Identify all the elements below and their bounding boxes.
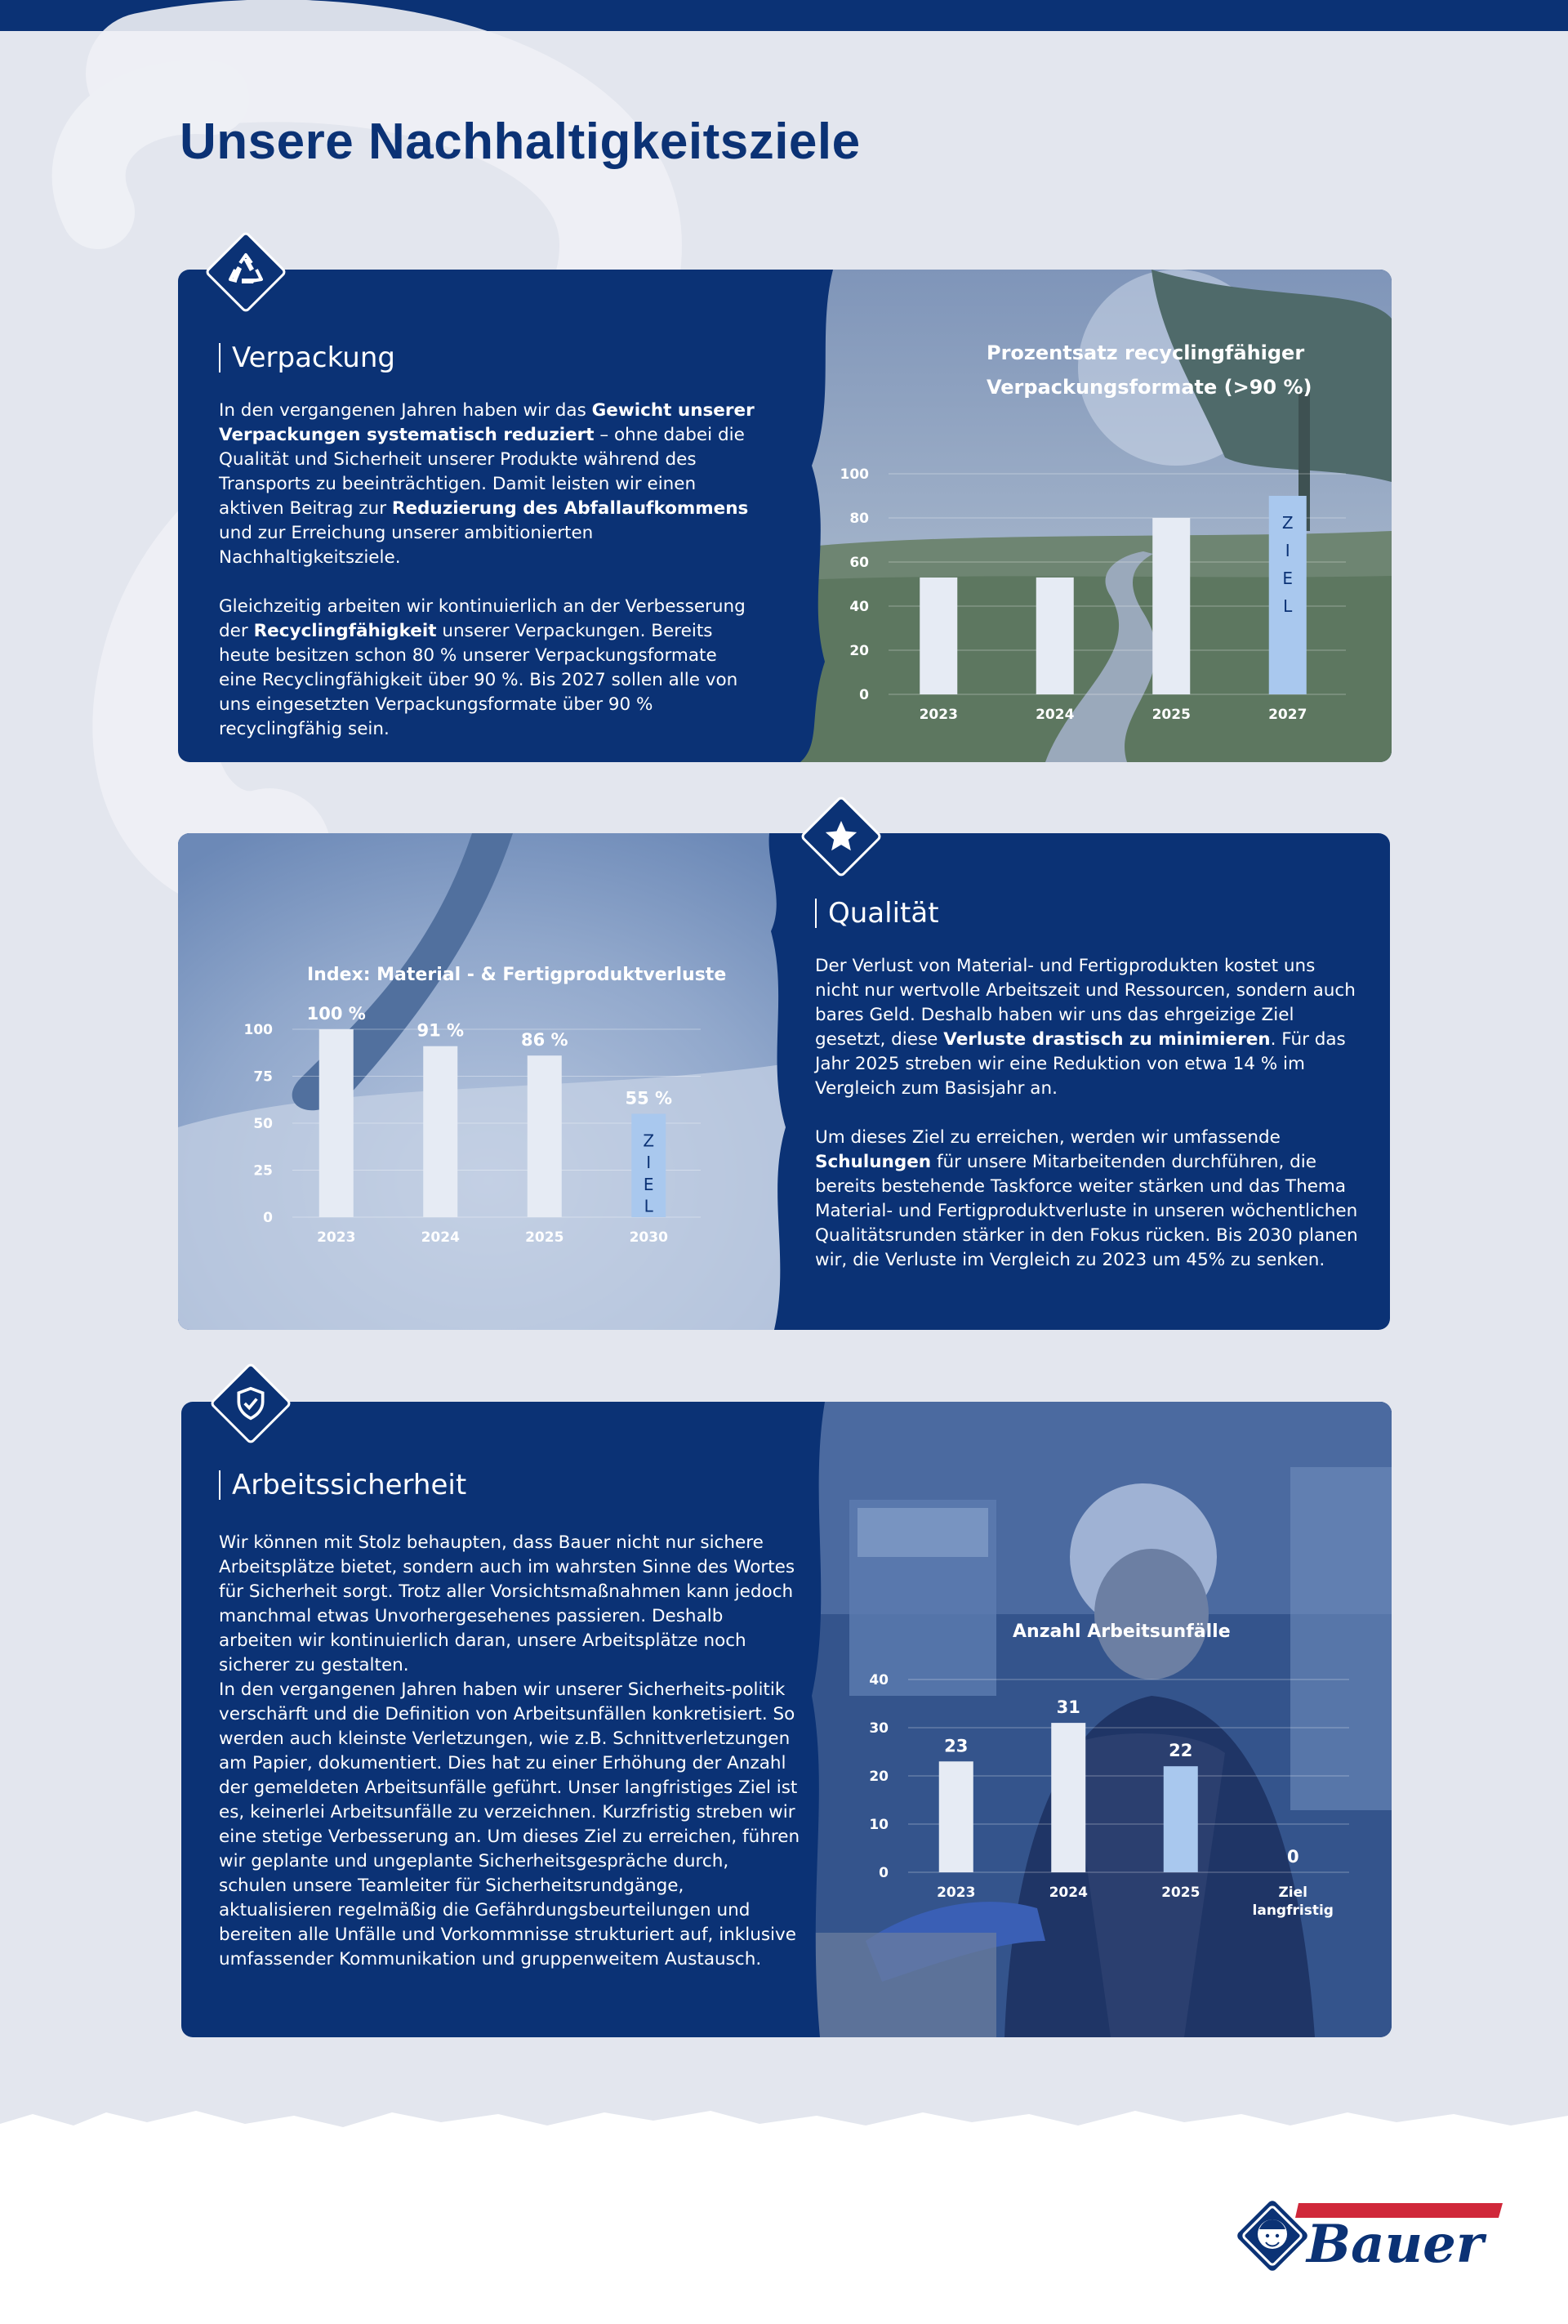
text-run: Wir können mit Stolz behaupten, dass Bauer nicht nur sichere Arbeitsplätze bietet, sondern auch im wahrsten Sinne des Wortes für Sicherheit sorgt. Trotz aller Vorsichtsmaßnahmen kann jedoch manchmal etwas Unvorhergesehenes passieren. Deshalb arbeiten wir kontinuierlich daran, unsere Arbeitsplätze noch sicherer zu gestalten. [219,1532,795,1675]
recycle-icon [221,248,270,297]
x-tick-label: 2025 [1161,1885,1200,1901]
y-tick-label: 80 [849,511,869,527]
bar [1152,518,1190,694]
loss-index-chart [211,931,733,1274]
quality-card [178,833,1390,1330]
y-tick-label: 75 [253,1068,273,1086]
target-letter: I [646,1153,652,1173]
target-letter: E [1282,569,1294,588]
x-tick-label: 2030 [629,1229,668,1246]
y-tick-label: 100 [840,466,869,483]
chart-title: Anzahl Arbeitsunfälle [1013,1621,1231,1642]
section-heading: Qualität [815,899,1362,928]
section-heading: Verpackung [219,343,758,372]
text-run: Um dieses Ziel zu erreichen, werden wir umfassende [815,1127,1281,1148]
data-label: 22 [1169,1741,1193,1761]
bar [423,1046,457,1217]
quality-text [815,899,1362,1297]
text-run: – ohne dabei die Qualität und Sicherheit unserer Produkte während des Transports zu beeinträchtigen. Damit leisten wir einen aktiven Beitrag zur [219,425,745,519]
target-letter: I [1285,541,1290,560]
bold-text: Recyclingfähigkeit [253,621,437,641]
target-letter: Z [1281,513,1294,533]
data-label: 0 [1286,1847,1299,1867]
text-run: Der Verlust von Material- und Fertigprodukten kostet uns nicht nur wertvolle Arbeitszeit und Ressourcen, sondern auch bares Geld. Deshalb haben wir uns das ehrgeizige Ziel gesetzt, diese [815,956,1356,1050]
x-tick-label: 2023 [937,1885,976,1901]
data-label: 100 % [306,1004,366,1024]
bar [319,1029,354,1217]
safety-paragraph-2 [219,1678,800,1972]
shield-check-icon [226,1379,275,1428]
y-tick-label: 40 [849,599,869,615]
data-label: 86 % [520,1030,568,1050]
bar [939,1761,973,1872]
page-title: Unsere Nachhaltigkeitsziele [180,114,861,170]
bold-text: Gewicht unserer Verpackungen systematisch reduziert [219,400,755,445]
chart-title: Verpackungsformate (>90 %) [987,376,1312,399]
x-tick-label: 2025 [1152,707,1191,723]
top-bar [0,0,1568,31]
data-label: 55 % [625,1088,673,1108]
y-tick-label: 0 [263,1210,273,1226]
text-run: In den vergangenen Jahren haben wir das [219,400,592,421]
target-letter: L [1283,596,1293,616]
text-run: für unsere Mitarbeitenden durchführen, die bereits bestehende Taskforce weiter stärken und das Thema Material- und Fertigproduktverluste in unseren wöchentlichen Qualitätsrunden stärker in den Fokus rücken. Bis 2030 planen wir, die Verluste im Vergleich zu 2023 um 45% zu senken. [815,1152,1358,1270]
recycling-chart [831,335,1370,743]
text-run: In den vergangenen Jahren haben wir unserer Sicherheits-politik verschärft und die Definition von Arbeitsunfällen konkretisiert. So werden auch kleinste Verletzungen, wie z.B. Schnittverletzungen am Papier, dokumentiert. Dies hat zu einer Erhöhung der Anzahl der gemeldeten Arbeitsunfälle geführt. Unser langfristiges Ziel ist es, keinerlei Arbeitsunfälle zu verzeichnen. Kurzfristig streben wir eine stetige Verbesserung an. Um dieses Ziel zu erreichen, führen wir geplante und ungeplante Sicherheitsgespräche durch, schulen unsere Teamleiter für Sicherheitsrundgänge, aktualisieren regelmäßig die Gefährdungsbeurteilungen und bereiten alle Unfälle und Vorkommnisse strukturiert auf, inklusive umfassender Kommunikation und gruppenweitem Austausch. [219,1679,800,1969]
packaging-paragraph-2 [219,595,758,742]
bar [920,578,957,694]
section-heading: Arbeitssicherheit [219,1470,800,1500]
bar [1036,578,1074,694]
text-run: unserer Verpackungen. Bereits heute besitzen schon 80 % unserer Verpackungsformate eine Recyclingfähigkeit über 90 %. Bis 2027 sollen alle von uns eingesetzten Verpackungsformate über 90 % recyclingfähig sein. [219,621,738,739]
x-tick-label: 2024 [1036,707,1075,723]
target-letter: E [643,1174,654,1194]
packaging-card [178,270,1392,762]
y-tick-label: 30 [869,1720,889,1737]
data-label: 23 [944,1736,969,1756]
packaging-paragraph-1 [219,399,758,570]
bar [1051,1723,1085,1872]
bold-text: Schulungen [815,1152,932,1172]
bauer-logo [1233,2193,1511,2275]
target-letter: Z [643,1131,655,1151]
x-tick-label: 2023 [317,1229,356,1246]
y-tick-label: 0 [879,1865,889,1881]
x-tick-label: 2025 [525,1229,564,1246]
chart-title: Index: Material - & Fertigproduktverluste [307,965,727,985]
star-icon [817,812,866,861]
target-letter: L [644,1196,653,1216]
y-tick-label: 25 [253,1162,273,1180]
text-run: und zur Erreichung unserer ambitionierten Nachhaltigkeitsziele. [219,523,594,568]
x-tick-label: 2024 [421,1229,460,1246]
x-tick-label: 2024 [1049,1885,1088,1901]
x-tick-label: langfristig [1252,1902,1334,1919]
safety-card [181,1402,1392,2037]
bar [528,1055,562,1217]
x-tick-label: 2023 [919,707,958,723]
bold-text: Reduzierung des Abfallaufkommens [391,498,749,519]
y-tick-label: 50 [253,1116,273,1132]
x-tick-label: Ziel [1278,1885,1308,1901]
brand-wordmark: Bauer [1307,2214,1484,2275]
data-label: 91 % [416,1020,465,1041]
y-tick-label: 20 [849,643,869,659]
y-tick-label: 10 [869,1817,889,1833]
y-tick-label: 100 [243,1022,273,1038]
bold-text: Verluste drastisch zu minimieren [943,1029,1271,1050]
quality-paragraph-1 [815,954,1362,1101]
packaging-text [219,343,758,762]
target-bar [1164,1766,1198,1872]
accident-count-chart [835,1581,1374,1925]
data-label: 31 [1056,1697,1080,1718]
text-run: . Für das Jahr 2025 streben wir eine Reduktion von etwa 14 % im Vergleich zum Basisjahr an. [815,1029,1346,1099]
y-tick-label: 0 [859,687,869,703]
y-tick-label: 40 [869,1672,889,1688]
safety-text [219,1470,800,1996]
text-run: Gleichzeitig arbeiten wir kontinuierlich an der Verbesserung der [219,596,746,641]
y-tick-label: 20 [869,1769,889,1785]
quality-paragraph-2 [815,1126,1362,1273]
y-tick-label: 60 [849,555,869,571]
safety-paragraph-1 [219,1531,800,1678]
x-tick-label: 2027 [1268,707,1307,723]
chart-title: Prozentsatz recyclingfähiger [987,341,1305,364]
